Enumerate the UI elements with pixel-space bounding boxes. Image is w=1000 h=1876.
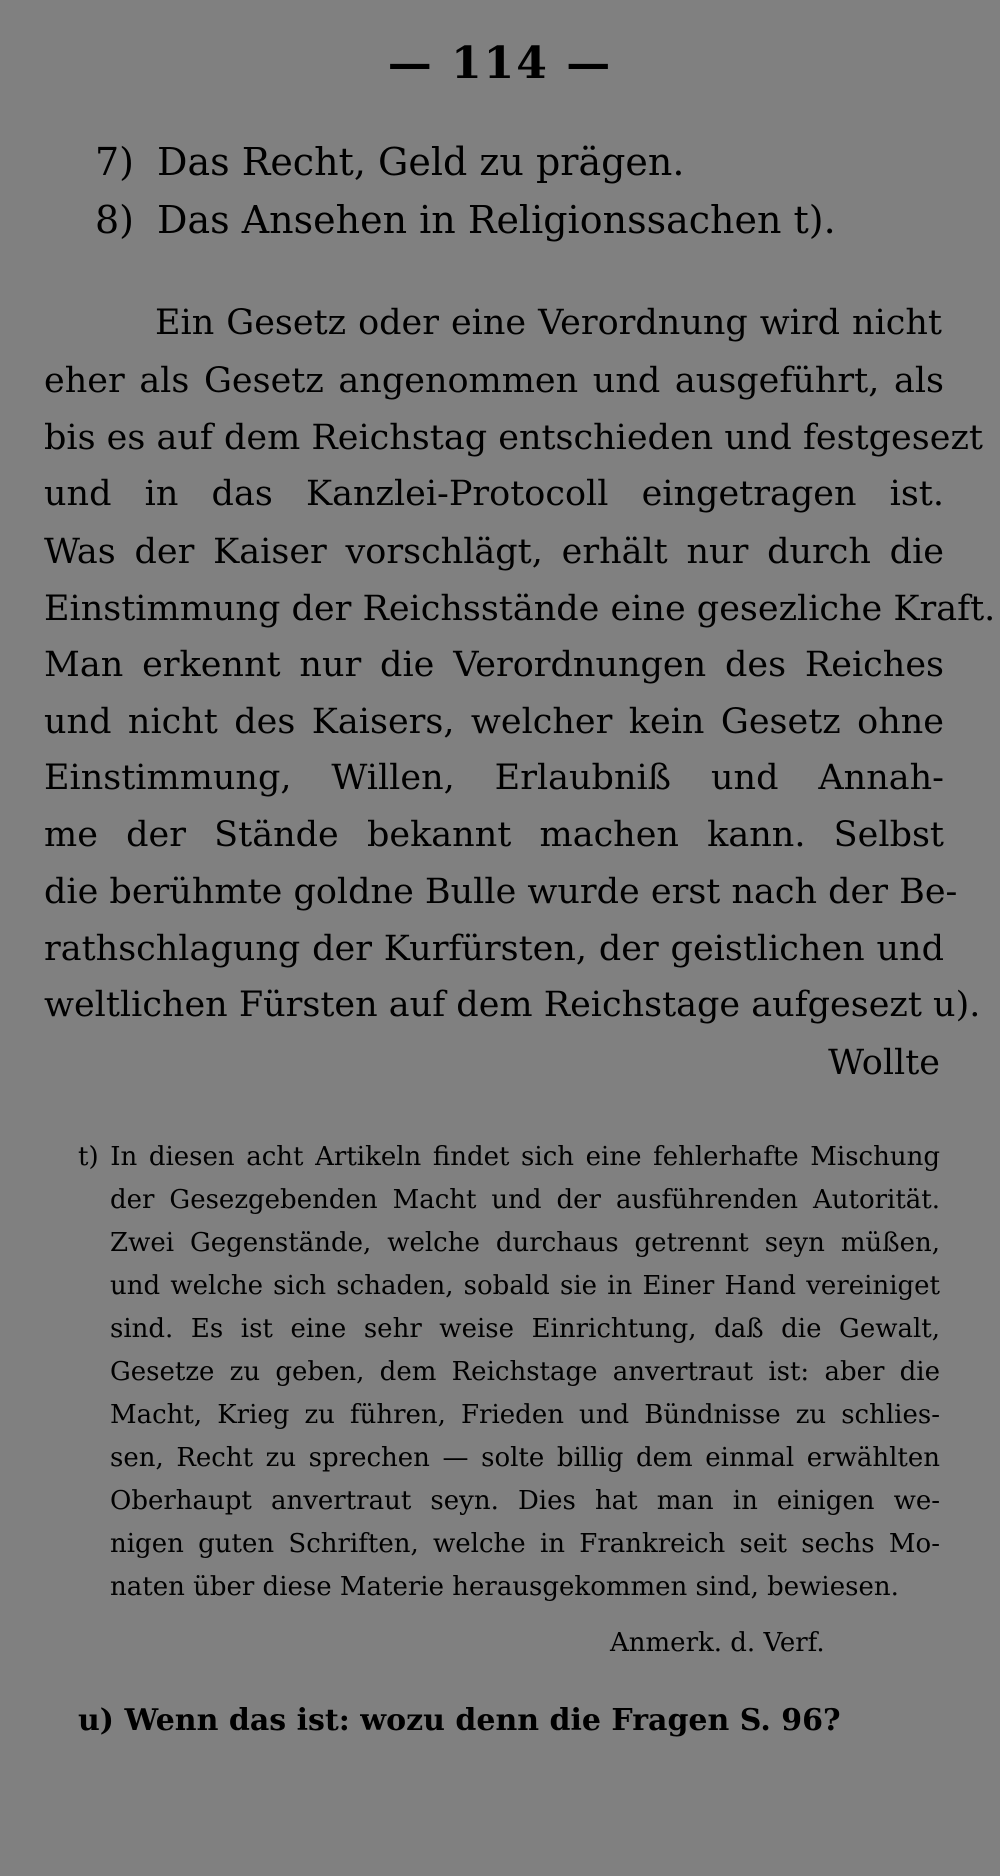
footnote-line: Oberhaupt anvertraut seyn. Dies hat man in einigen we-: [110, 1486, 940, 1516]
paragraph-line: und in das Kanzlei-Protocoll eingetragen ist.: [44, 474, 944, 514]
paragraph-line: die berühmte goldne Bulle wurde erst nach der Be-: [44, 872, 958, 912]
paragraph-line: Einstimmung der Reichsstände eine gesezliche Kraft.: [44, 589, 996, 629]
footnote-line: Zwei Gegenstände, welche durchaus getrennt seyn müßen,: [110, 1228, 940, 1258]
footnote-line: nigen guten Schriften, welche in Frankreich seit sechs Mo-: [110, 1529, 940, 1559]
paragraph-line: weltlichen Fürsten auf dem Reichstage aufgesezt u).: [44, 985, 981, 1025]
paragraph-line: Man erkennt nur die Verordnungen des Reiches: [44, 645, 944, 685]
paragraph-line: rathschlagung der Kurfürsten, der geistlichen und: [44, 929, 944, 969]
footnote-line: der Gesezgebenden Macht und der ausführenden Autorität.: [110, 1185, 940, 1215]
paragraph-line: bis es auf dem Reichstag entschieden und festgesezt: [44, 418, 983, 458]
page-number-header: — 114 —: [387, 38, 613, 89]
paragraph-line: eher als Gesetz angenommen und ausgeführt, als: [44, 361, 944, 401]
footnote-line: sen, Recht zu sprechen — solte billig dem einmal erwählten: [110, 1443, 940, 1473]
paragraph-line: me der Stände bekannt machen kann. Selbst: [44, 815, 944, 855]
paragraph-line: Was der Kaiser vorschlägt, erhält nur durch die: [44, 532, 944, 572]
footnote-line: t) In diesen acht Artikeln findet sich eine fehlerhafte Mischung: [78, 1142, 940, 1172]
paragraph-line: Ein Gesetz oder eine Verordnung wird nicht: [155, 303, 942, 343]
list-item-text: Das Ansehen in Religionssachen t).: [157, 198, 836, 242]
footnote-line: sind. Es ist eine sehr weise Einrichtung, daß die Gewalt,: [110, 1314, 940, 1344]
list-item: [95, 140, 684, 184]
catchword: Wollte: [828, 1043, 940, 1083]
footnote-line: und welche sich schaden, sobald sie in Einer Hand vereiniget: [110, 1271, 940, 1301]
list-item-text: Das Recht, Geld zu prägen.: [157, 140, 685, 184]
paragraph-line: und nicht des Kaisers, welcher kein Gesetz ohne: [44, 702, 944, 742]
footnote-line: naten über diese Materie herausgekommen sind, bewiesen.: [110, 1572, 899, 1602]
footnote-u: u) Wenn das ist: wozu denn die Fragen S. 96?: [78, 1703, 841, 1738]
footnote-line: Macht, Krieg zu führen, Frieden und Bündnisse zu schlies-: [110, 1400, 940, 1430]
list-item-number: 8): [95, 198, 135, 242]
list-item: [95, 198, 836, 242]
footnote-signature: Anmerk. d. Verf.: [610, 1628, 825, 1658]
footnote-line: Gesetze zu geben, dem Reichstage anvertraut ist: aber die: [110, 1357, 940, 1387]
list-item-number: 7): [95, 140, 135, 184]
paragraph-line: Einstimmung, Willen, Erlaubniß und Annah-: [44, 758, 944, 798]
